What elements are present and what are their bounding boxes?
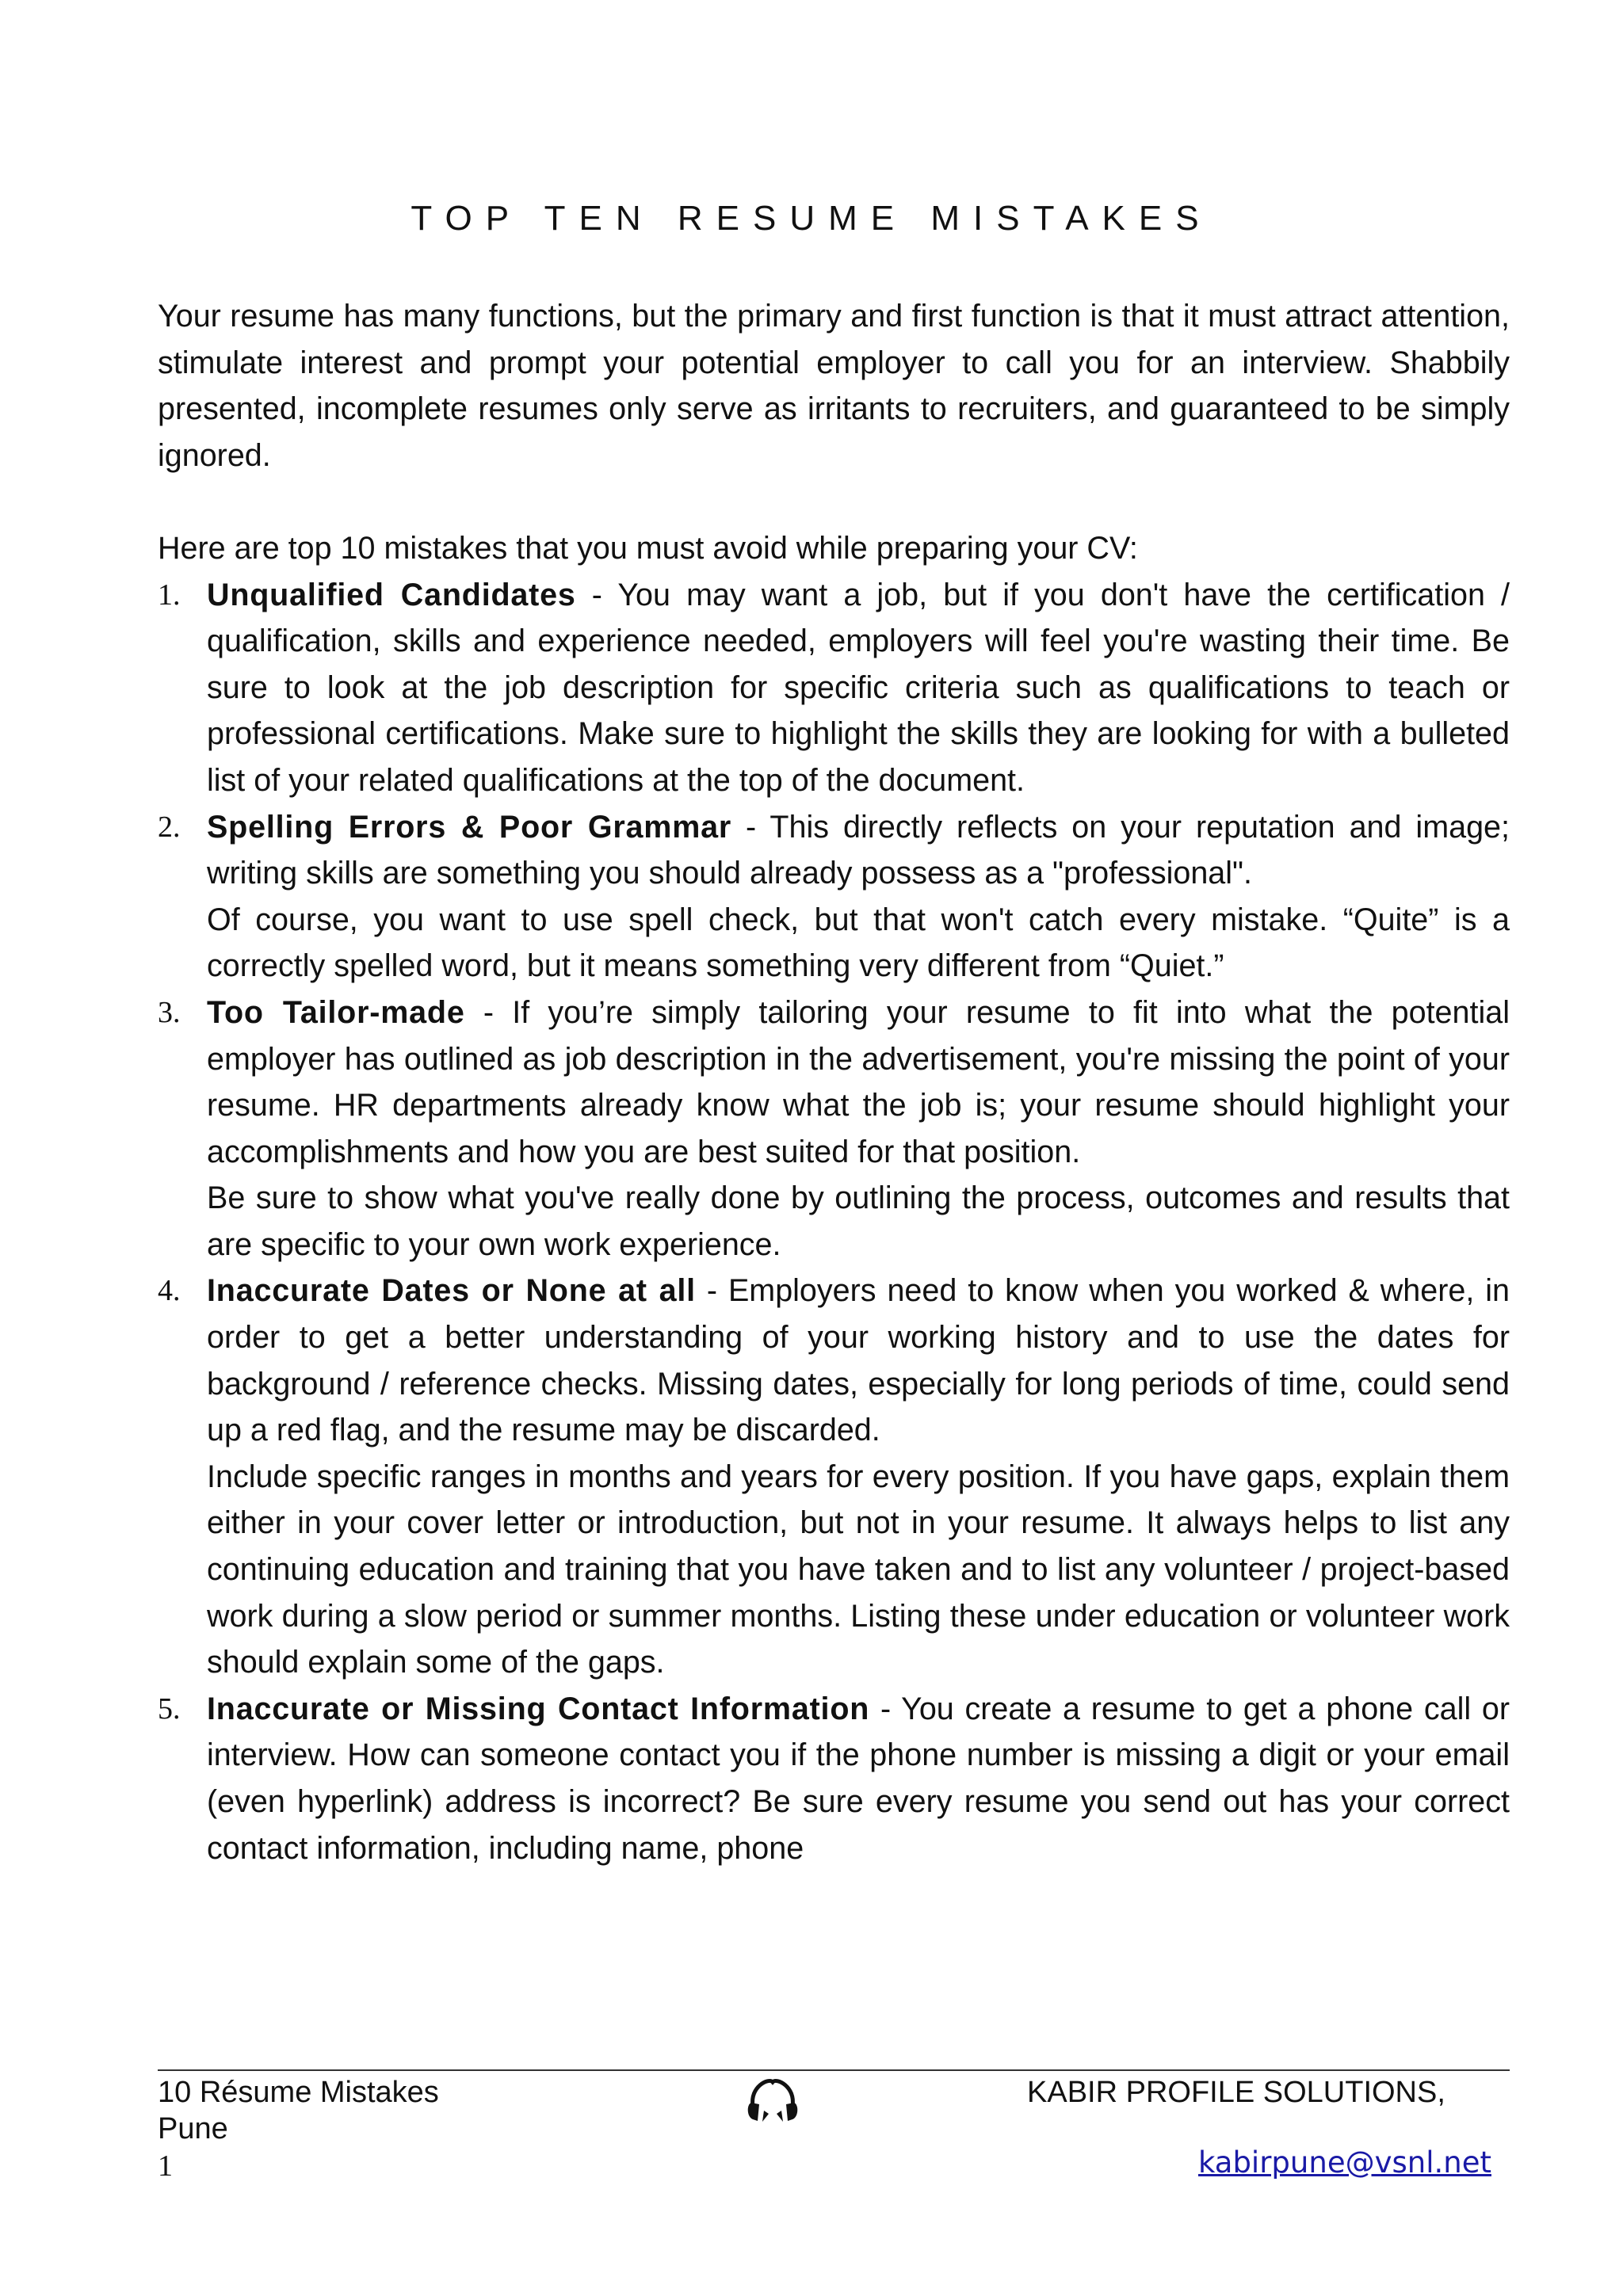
footer-divider [158, 2069, 1510, 2071]
mistake-description: - Employers need to know when you worked & where, in order to get a better understanding of your working history and to use the dates for background / reference checks. Missing dates, especially for long periods of time, could send up a red flag, and the resume may be discarded. [207, 1273, 1510, 1448]
list-item-text [207, 990, 1510, 1268]
list-paragraph: Include specific ranges in months and years for every position. If you have gaps, explain them either in your cover letter or introduction, but not in your resume. It always helps to list any continuing education and training that you have taken and to list any volunteer / project-based work during a slow period or summer months. Listing these under education or volunteer work should explain some of the gaps. [207, 1459, 1510, 1680]
list-paragraph [207, 804, 1510, 897]
list-paragraph [207, 990, 1510, 1175]
list-item-text [207, 1686, 1510, 1871]
list-paragraph: Of course, you want to use spell check, but that won't catch every mistake. “Quite” is a correctly spelled word, but it means something very different from “Quiet.” [207, 902, 1510, 984]
list-number: 3. [158, 995, 181, 1029]
list-number: 5. [158, 1691, 181, 1726]
list-item-text [207, 1268, 1510, 1685]
mistake-description: - You create a resume to get a phone call or interview. How can someone contact you if the phone number is missing a digit or your email (even hyperlink) address is incorrect? Be sure every resume you send out has your correct contact information, including name, phone [207, 1691, 1510, 1866]
list-paragraph [207, 1268, 1510, 1453]
mistake-description: - You may want a job, but if you don't have the certification / qualification, skills and experience needed, employers will feel you're wasting their time. Be sure to look at the job description for specific criteria such as qualifications to teach or professional certifications. Make sure to highlight the skills they are looking for with a bulleted list of your related qualifications at the top of the document. [207, 577, 1510, 798]
list-item-text [207, 804, 1510, 990]
mistake-description: - If you’re simply tailoring your resume to fit into what the potential employer has outlined as job description in the advertisement, you're missing the point of your resume. HR departments already know what the job is; your resume should highlight your accomplishments and how you are best suited for that position. [207, 994, 1510, 1169]
mistake-title: Too Tailor-made [207, 994, 465, 1030]
list-number: 4. [158, 1274, 181, 1308]
document-body [158, 293, 1510, 1871]
list-item [158, 804, 1510, 990]
list-number: 1. [158, 578, 181, 612]
list-paragraph [207, 572, 1510, 804]
mistakes-list [158, 572, 1510, 1872]
list-item-text [207, 572, 1510, 804]
mistake-title: Inaccurate Dates or None at all [207, 1273, 696, 1309]
list-item [158, 572, 1510, 804]
headphones-logo-icon [745, 2076, 800, 2125]
list-item [158, 990, 1510, 1268]
intro-paragraph: Your resume has many functions, but the primary and first function is that it must attract attention, stimulate interest and prompt your potential employer to call you for an interview. Shabbily presented, incomplete resumes only serve as irritants to recruiters, and guaranteed to be simply ignored. [158, 299, 1510, 473]
footer-city: Pune [158, 2112, 228, 2145]
footer-document-name: 10 Résume Mistakes [158, 2076, 439, 2109]
list-paragraph: Be sure to show what you've really done by outlining the process, outcomes and results that are specific to your own work experience. [207, 1180, 1510, 1262]
list-paragraph [207, 1686, 1510, 1871]
mistake-title: Spelling Errors & Poor Grammar [207, 809, 732, 845]
page-title: TOP TEN RESUME MISTAKES [411, 199, 1212, 238]
footer-left [158, 2074, 570, 2147]
mistake-description: - This directly reflects on your reputation and image; writing skills are something you should already possess as a "professional". [207, 809, 1510, 891]
list-item [158, 1268, 1510, 1685]
mistake-title: Inaccurate or Missing Contact Information [207, 1691, 870, 1726]
list-item [158, 1686, 1510, 1871]
footer-email-link[interactable]: kabirpune@vsnl.net [1198, 2145, 1491, 2180]
mistake-title: Unqualified Candidates [207, 577, 576, 612]
list-number: 2. [158, 810, 181, 844]
page-number: 1 [158, 2149, 173, 2183]
lead-in-paragraph: Here are top 10 mistakes that you must avoid while preparing your CV: [158, 530, 1138, 566]
footer-company: KABIR PROFILE SOLUTIONS, [1027, 2076, 1445, 2109]
